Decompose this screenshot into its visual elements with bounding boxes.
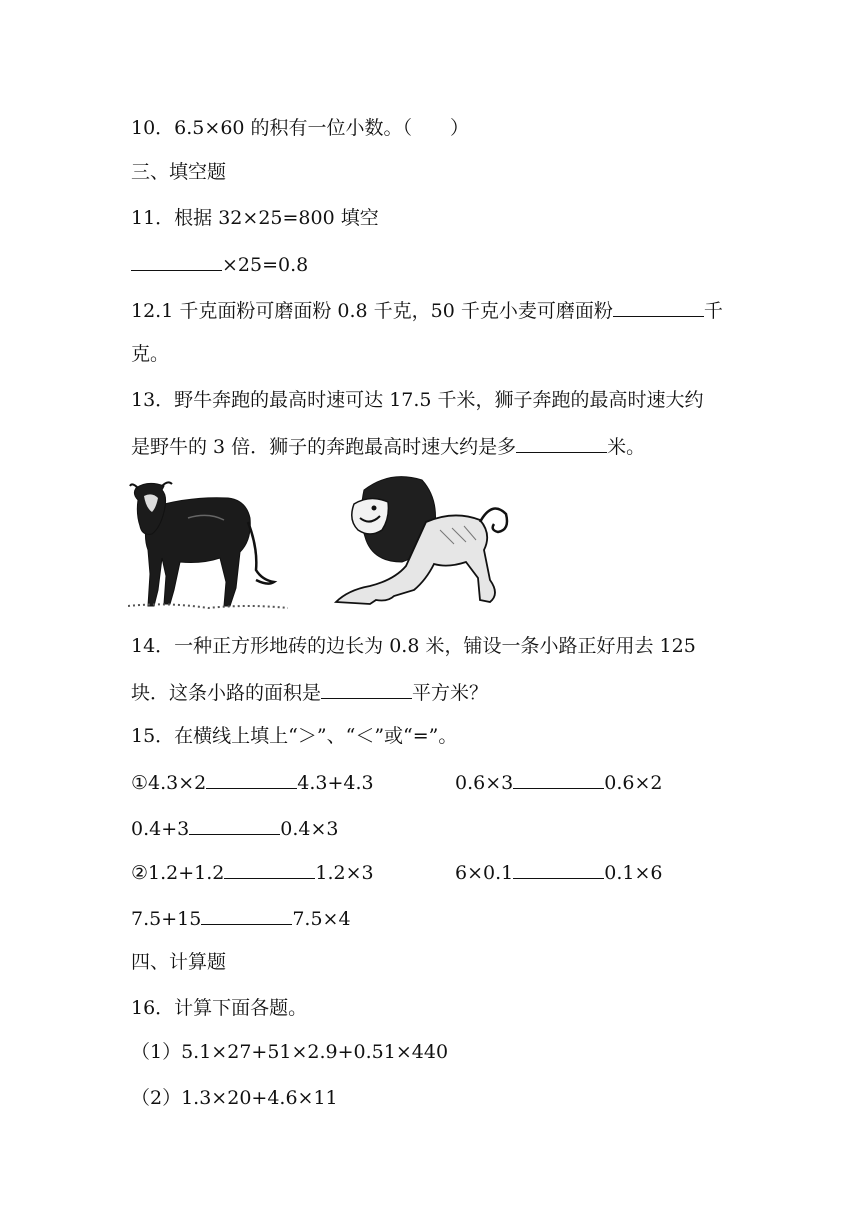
q15-row-1b bbox=[455, 770, 662, 795]
compare-left: ②1.2+1.2 bbox=[131, 862, 225, 884]
answer-blank[interactable] bbox=[321, 680, 412, 699]
q12-line-2: 克。 bbox=[131, 343, 170, 365]
q16-title: 16．计算下面各题。 bbox=[131, 997, 308, 1019]
q15-row-4 bbox=[131, 906, 351, 931]
section-3-heading: 三、填空题 bbox=[131, 161, 227, 183]
q16-part-1: （1）5.1×27+51×2.9+0.51×440 bbox=[131, 1041, 449, 1063]
compare-right: 7.5×4 bbox=[292, 908, 351, 930]
q15-row-2 bbox=[131, 816, 338, 841]
q15-row-3b bbox=[455, 860, 662, 885]
answer-blank[interactable] bbox=[513, 860, 604, 879]
compare-right: 0.1×6 bbox=[604, 862, 663, 884]
answer-blank[interactable] bbox=[201, 906, 292, 925]
compare-left: 0.4+3 bbox=[131, 818, 190, 840]
q15-title: 15．在横线上填上“＞”、“＜”或“=”。 bbox=[131, 725, 458, 747]
compare-right: 1.2×3 bbox=[315, 862, 374, 884]
answer-blank[interactable] bbox=[189, 816, 280, 835]
answer-blank[interactable] bbox=[131, 252, 222, 271]
q11-expression: ×25=0.8 bbox=[131, 252, 308, 277]
compare-right: 4.3+4.3 bbox=[297, 772, 374, 794]
q13-line-2: 是野牛的 3 倍．狮子的奔跑最高时速大约是多 米。 bbox=[131, 436, 646, 458]
answer-blank[interactable] bbox=[516, 434, 607, 453]
q12-line-1: 12.1 千克面粉可磨面粉 0.8 千克，50 千克小麦可磨面粉 千 bbox=[131, 300, 723, 322]
section-4-heading: 四、计算题 bbox=[131, 951, 227, 973]
answer-blank[interactable] bbox=[206, 770, 297, 789]
compare-right: 0.6×2 bbox=[604, 772, 663, 794]
compare-left: 6×0.1 bbox=[455, 862, 514, 884]
compare-left: ①4.3×2 bbox=[131, 772, 207, 794]
q16-part-2: （2）1.3×20+4.6×11 bbox=[131, 1087, 338, 1109]
q15-row-3 bbox=[131, 860, 374, 885]
answer-blank[interactable] bbox=[224, 860, 315, 879]
answer-blank[interactable] bbox=[513, 770, 604, 789]
q13-line-1: 13．野牛奔跑的最高时速可达 17.5 千米，狮子奔跑的最高时速大约 bbox=[131, 389, 704, 411]
q14-line-1: 14．一种正方形地砖的边长为 0.8 米，铺设一条小路正好用去 125 bbox=[131, 635, 696, 657]
compare-right: 0.4×3 bbox=[280, 818, 339, 840]
compare-left: 0.6×3 bbox=[455, 772, 514, 794]
compare-left: 7.5+15 bbox=[131, 908, 202, 930]
q14-line-2: 块．这条小路的面积是 平方米？ bbox=[131, 682, 489, 704]
answer-blank[interactable] bbox=[613, 298, 704, 317]
q10: 10．6.5×60 的积有一位小数。（ ） bbox=[131, 117, 470, 139]
q11-title: 11．根据 32×25=800 填空 bbox=[131, 207, 379, 229]
q15-row-1 bbox=[131, 770, 374, 795]
buffalo-illustration bbox=[128, 478, 288, 614]
lion-illustration bbox=[330, 470, 514, 612]
